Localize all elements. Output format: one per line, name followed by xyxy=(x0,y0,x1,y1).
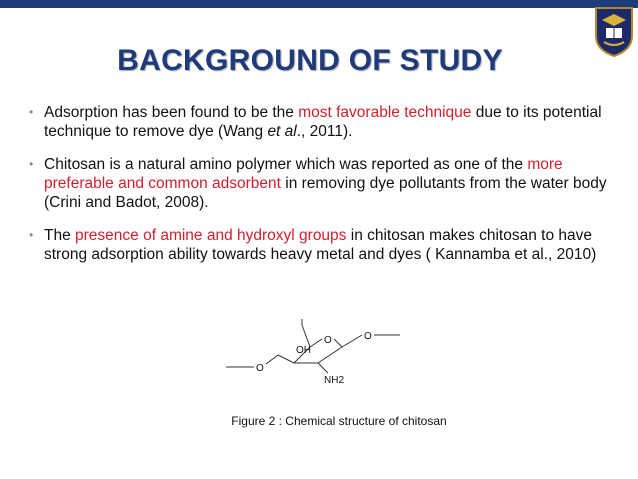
slide-title: BACKGROUND OF STUDY xyxy=(117,44,503,77)
bullet-list xyxy=(26,103,626,278)
bullet-dot-icon: • xyxy=(29,157,34,171)
chitosan-structure-figure xyxy=(222,317,402,389)
bullet-text: Chitosan is a natural amino polymer which was reported as one of the more preferable and common adsorbent in removing dye pollutants from the water body (Crini and Badot, 2008). xyxy=(44,156,607,211)
bullet-text: The presence of amine and hydroxyl groups in chitosan makes chitosan to have strong adsorption ability towards heavy metal and dyes ( Kannamba et al., 2010) xyxy=(44,227,597,263)
bullet-item xyxy=(26,155,626,212)
bullet-item xyxy=(26,103,626,141)
atom-label-nh2: NH2 xyxy=(324,375,345,386)
bullet-text: Adsorption has been found to be the most favorable technique due to its potential technique to remove dye (Wang et al., 2011). xyxy=(44,104,602,140)
figure-caption: Figure 2 : Chemical structure of chitosan xyxy=(231,414,447,428)
bullet-dot-icon: • xyxy=(29,228,34,242)
bullet-dot-icon: • xyxy=(29,105,34,119)
bullet-item xyxy=(26,226,626,264)
atom-label-o-ring: O xyxy=(324,335,332,346)
atom-label-o-right: O xyxy=(364,331,372,342)
atom-label-o-left: O xyxy=(256,363,264,374)
atom-label-oh: OH xyxy=(296,345,311,356)
top-bar xyxy=(0,0,638,8)
